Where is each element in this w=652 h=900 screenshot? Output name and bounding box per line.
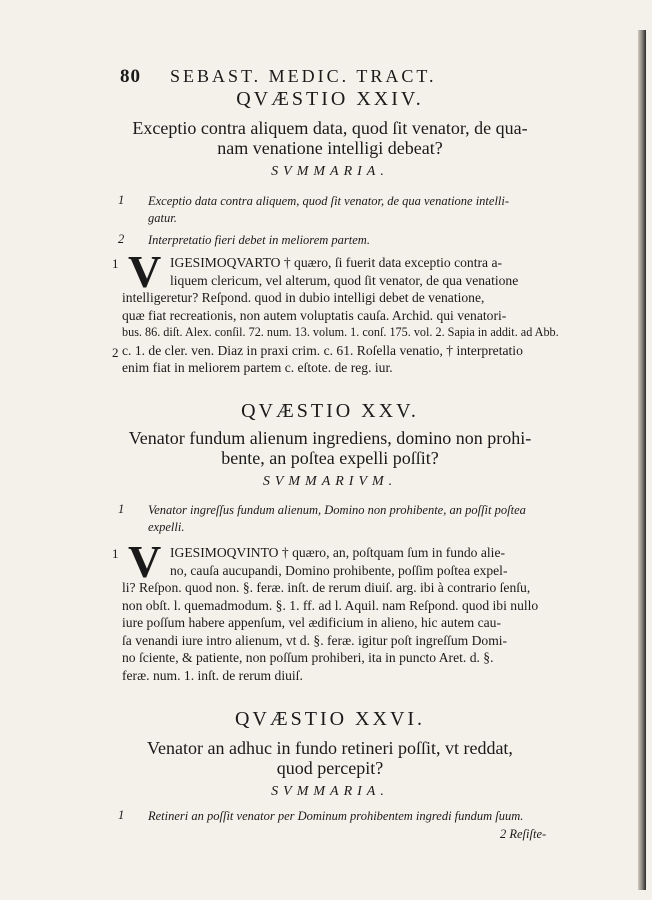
q24-item-1-num: 1: [118, 193, 125, 207]
q25-title: Venator fundum alienum ingrediens, domino non prohi- bente, an poſtea expelli poſſit?: [128, 428, 532, 468]
q24-title: Exceptio contra aliquem data, quod ſit venator, de qua- nam venatione intelligi debeat?: [132, 118, 528, 158]
q24-body: intelligeretur? Reſpond. quod in dubio intelligi debet de venatione, quæ fiat recreationis, non autem voluptatis cauſa. Archid. qui venatori- bus. 86. diſt. Alex. conſil. 72. num. 13. volum. 1. conſ. 175. vol. 2. Sapia in addit. ad Abb. c. 1. de cler. ven. Diaz in praxi crim. c. 61. Roſella venatio, † interpretatio enim fiat in meliorem partem c. eſtote. de reg. iur.: [122, 290, 559, 375]
q26-item-1: Retineri an poſſit venator per Dominum prohibentem ingredi fundum ſuum.: [148, 809, 524, 823]
q24-item-2-num: 2: [118, 232, 125, 246]
q25-dropcap: V: [128, 536, 162, 587]
q25-heading: QVÆSTIO XXV.: [241, 400, 419, 422]
q25-item-1-num: 1: [118, 502, 125, 516]
page-number: 80: [120, 66, 141, 87]
q24-item-2: Interpretatio fieri debet in meliorem partem.: [148, 233, 370, 247]
running-head: [120, 66, 510, 90]
q26-item-1-num: 1: [118, 808, 125, 822]
q24-dropcap: V: [128, 246, 162, 297]
q26-heading: QVÆSTIO XXVI.: [234, 708, 426, 730]
catchword: 2 Reſiſte-: [500, 827, 547, 841]
q26-summaria: SVMMARIA.: [271, 784, 389, 799]
q25-margin-1: 1: [112, 546, 119, 561]
q25-body-first: IGESIMOQVINTO † quæro, an, poſtquam ſum in fundo alie- no, cauſa aucupandi, Domino prohibente, poſſim poſtea expel-: [170, 545, 508, 578]
q25-item-1: Venator ingreſſus fundum alienum, Domino non prohibente, an poſſit poſtea expelli.: [148, 503, 526, 534]
q24-summaria: SVMMARIA.: [271, 164, 389, 179]
q24-item-1: Exceptio data contra aliquem, quod ſit venator, de qua venatione intelli- gatur.: [148, 194, 510, 225]
running-title: SEBAST. MEDIC. TRACT.: [170, 66, 437, 86]
q26-title: Venator an adhuc in fundo retineri poſſit, vt reddat, quod percepit?: [147, 738, 513, 778]
q24-margin-1: 1: [112, 256, 119, 271]
page-edge-shadow: [638, 30, 646, 890]
q24-heading: QVÆSTIO XXIV.: [236, 88, 424, 110]
q25-summarium: SVMMARIVM.: [262, 474, 398, 489]
q24-margin-2: 2: [112, 345, 119, 360]
q24-body-first: IGESIMOQVARTO † quæro, ſi fuerit data exceptio contra a- liquem clericum, vel alterum, quod ſit venator, de qua venatione: [170, 255, 519, 288]
q25-body: li? Reſpon. quod non. §. feræ. inſt. de rerum diuiſ. arg. ibi à contrario ſenſu, non obſt. l. quemadmodum. §. 1. ff. ad l. Aquil. nam Reſpond. quod ibi nullo iure poſſum habere appenſum, vel ædificium in alieno, hic autem cau- ſa venandi iure intro alienum, vt d. §. feræ. igitur poſt ingreſſum Domi- no ſciente, & patiente, non poſſum prohiberi, ita in puncto Aret. d. §. feræ. num. 1. inſt. de rerum diuiſ.: [122, 580, 539, 683]
